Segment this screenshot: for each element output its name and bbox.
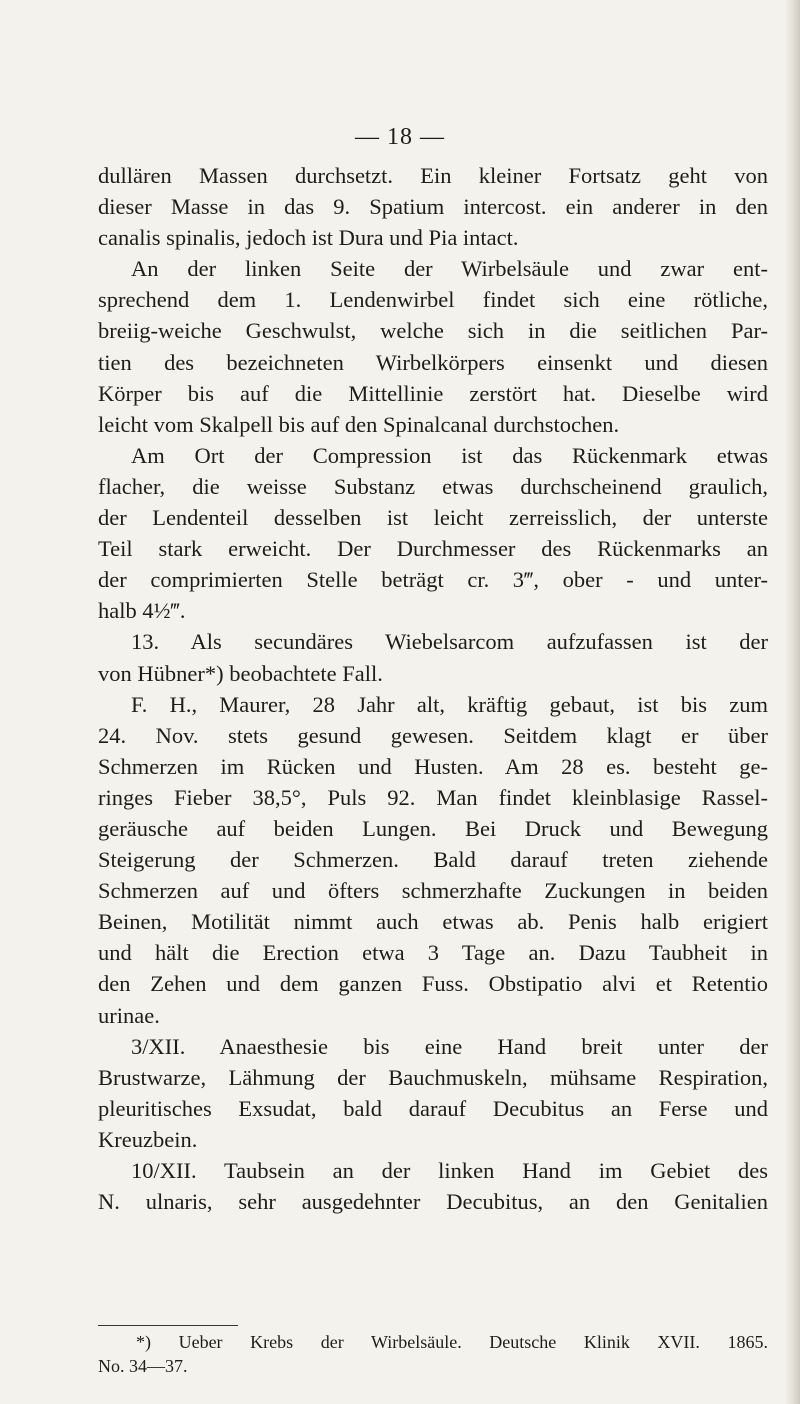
text-line: F. H., Maurer, 28 Jahr alt, kräftig gebaut, ist bis zum <box>131 691 768 717</box>
text-line: Teil stark erweicht. Der Durchmesser des Rückenmarks an <box>98 536 768 562</box>
text-line: den Zehen und dem ganzen Fuss. Obstipatio alvi et Retentio <box>98 971 768 997</box>
text-line: pleuritisches Exsudat, bald darauf Decubitus an Ferse und <box>98 1095 768 1121</box>
page-number: — 18 — <box>355 124 445 150</box>
text-line: und hält die Erection etwa 3 Tage an. Dazu Taubheit in <box>98 940 768 966</box>
text-line: halb 4½‴. <box>98 598 186 624</box>
text-line: dieser Masse in das 9. Spatium intercost. ein anderer in den <box>98 194 768 220</box>
text-line: leicht vom Skalpell bis auf den Spinalcanal durchstochen. <box>98 411 620 437</box>
footnote-rule <box>98 1325 238 1326</box>
text-line: Kreuzbein. <box>98 1126 198 1152</box>
text-line: Schmerzen auf und öfters schmerzhafte Zuckungen in beiden <box>98 878 768 904</box>
text-line: der comprimierten Stelle beträgt cr. 3‴, ober - und unter- <box>98 567 768 593</box>
text-line: urinae. <box>98 1002 160 1028</box>
text-line: Schmerzen im Rücken und Husten. Am 28 es. besteht ge- <box>98 753 768 779</box>
text-line: Beinen, Motilität nimmt auch etwas ab. Penis halb erigiert <box>98 909 768 935</box>
text-line: canalis spinalis, jedoch ist Dura und Pia intact. <box>98 225 519 251</box>
text-line: 13. Als secundäres Wiebelsarcom aufzufassen ist der <box>131 629 768 655</box>
text-line: tien des bezeichneten Wirbelkörpers einsenkt und diesen <box>98 349 768 375</box>
text-line: N. ulnaris, sehr ausgedehnter Decubitus, an den Genitalien <box>98 1189 768 1215</box>
text-line: Am Ort der Compression ist das Rückenmark etwas <box>131 442 768 468</box>
text-line: 24. Nov. stets gesund gewesen. Seitdem klagt er über <box>98 722 768 748</box>
text-line: von Hübner*) beobachtete Fall. <box>98 660 383 686</box>
text-line: breiig-weiche Geschwulst, welche sich in die seitlichen Par- <box>98 318 768 344</box>
footnote-line: No. 34—37. <box>98 1356 188 1376</box>
text-line: An der linken Seite der Wirbelsäule und zwar ent- <box>131 256 768 282</box>
text-line: dullären Massen durchsetzt. Ein kleiner Fortsatz geht von <box>98 163 768 188</box>
text-line: 3/XII. Anaesthesie bis eine Hand breit unter der <box>131 1033 768 1059</box>
text-line: Körper bis auf die Mittellinie zerstört hat. Dieselbe wird <box>98 380 768 406</box>
footnote <box>98 1330 768 1378</box>
text-line: flacher, die weisse Substanz etwas durchscheinend graulich, <box>98 473 768 499</box>
text-line: Brustwarze, Lähmung der Bauchmuskeln, mühsame Respiration, <box>98 1064 768 1090</box>
text-line: geräusche auf beiden Lungen. Bei Druck und Bewegung <box>98 815 768 841</box>
footnote-line: *) Ueber Krebs der Wirbelsäule. Deutsche Klinik XVII. 1865. <box>136 1332 768 1352</box>
text-line: ringes Fieber 38,5°, Puls 92. Man findet kleinblasige Rassel- <box>98 784 768 810</box>
text-line: sprechend dem 1. Lendenwirbel findet sich eine rötliche, <box>98 287 768 313</box>
page-edge-shadow <box>784 0 800 1404</box>
text-line: Steigerung der Schmerzen. Bald darauf treten ziehende <box>98 847 768 873</box>
body-text <box>98 160 768 1217</box>
text-line: der Lendenteil desselben ist leicht zerreisslich, der unterste <box>98 505 768 531</box>
text-line: 10/XII. Taubsein an der linken Hand im Gebiet des <box>131 1158 768 1183</box>
